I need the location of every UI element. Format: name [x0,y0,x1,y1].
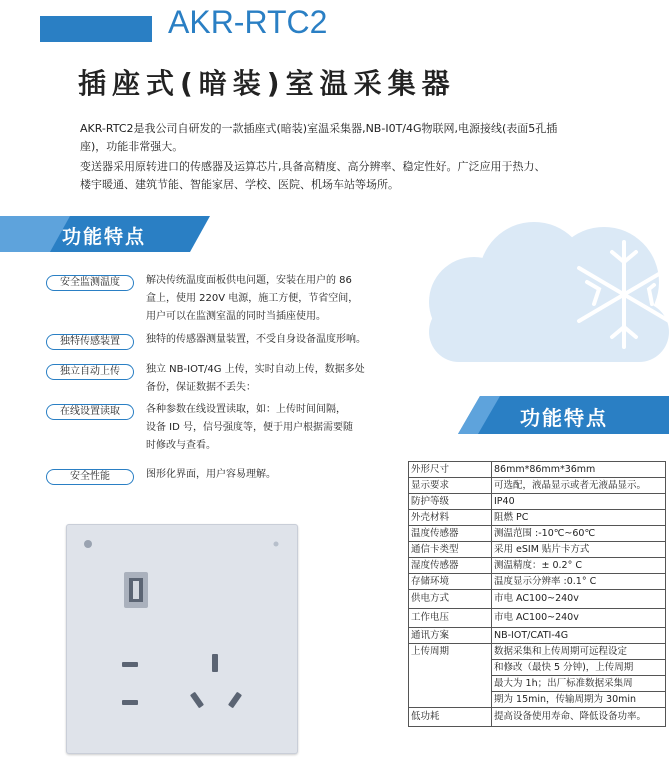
table-row: 通信卡类型 采用 eSIM 贴片卡方式 [409,542,666,558]
intro-line-1: AKR-RTC2是我公司自研发的一款插座式(暗装)室温采集器,NB-I0T/4G物联网,电源接线(表面5孔插 [80,122,558,135]
feature-label-3: 独立自动上传 [46,364,134,380]
table-row: 显示要求 可选配，液晶显示或者无液晶显示。 [409,478,666,494]
socket-outlets-icon [66,524,298,754]
product-model: AKR-RTC2 [168,4,328,40]
socket-product-image [66,524,298,754]
table-row: 存储环境 温度显示分辨率 :0.1° C [409,574,666,590]
feature-desc-1: 解决传统温度面板供电问题，安装在用户的 86 盒上，使用 220V 电源，施工方便，节省空间， 用户可以在监测室温的同时当插座使用。 [146,275,359,322]
feature-desc-3: 独立 NB-IOT/4G 上传，实时自动上传，数据多处 备份，保证数据不丢失： [146,364,365,393]
table-row: 上传周期 数据采集和上传周期可远程设定 和修改（最快 5 分钟)，上传周期 最大为 1h；出厂标准数据采集周 期为 15min，传输周期为 30min [409,644,666,708]
table-row: 通讯方案 NB-IOT/CATI-4G [409,628,666,644]
table-row: 温度传感器 测温范围 :-10℃~60℃ [409,526,666,542]
feature-label-1: 安全监测温度 [46,275,134,291]
page-title: 插座式(暗装)室温采集器 [78,67,456,100]
specs-title: 功能特点 [520,406,608,430]
table-row: 防护等级 IP40 [409,494,666,510]
table-row: 工作电压 市电 AC100~240v [409,609,666,628]
feature-label-2: 独特传感装置 [46,334,134,350]
feature-desc-4: 各种参数在线设置读取，如：上传时间间隔， 设备 ID 号，信号强度等，便于用户根据需要随 时修改与查看。 [146,404,354,451]
header-accent-bar [40,16,152,42]
table-row: 供电方式 市电 AC100~240v [409,590,666,609]
features-title: 功能特点 [62,226,147,248]
feature-label-5: 安全性能 [46,469,134,485]
table-row: 外壳材料 阻燃 PC [409,510,666,526]
table-row: 外形尺寸 86mm*86mm*36mm [409,462,666,478]
intro-line-2: 座)，功能非常强大。 [80,140,184,153]
cloud-snowflake-icon [404,222,669,362]
spec-table [408,461,666,727]
feature-desc-2: 独特的传感器测量装置，不受自身设备温度形响。 [146,334,366,345]
intro-line-3: 变送器采用原转进口的传感器及运算芯片,具备高精度、高分辨率、稳定性好。广泛应用于热力、 [80,160,546,173]
feature-label-4: 在线设置读取 [46,404,134,420]
table-row: 湿度传感器 测温精度：± 0.2° C [409,558,666,574]
feature-desc-5: 图形化界面，用户容易理解。 [146,469,276,480]
table-row: 低功耗 提高设备使用寿命、降低设备功率。 [409,708,666,727]
intro-line-4: 楼宇暖通、建筑节能、智能家居、学校、医院、机场车站等场所。 [80,178,399,191]
